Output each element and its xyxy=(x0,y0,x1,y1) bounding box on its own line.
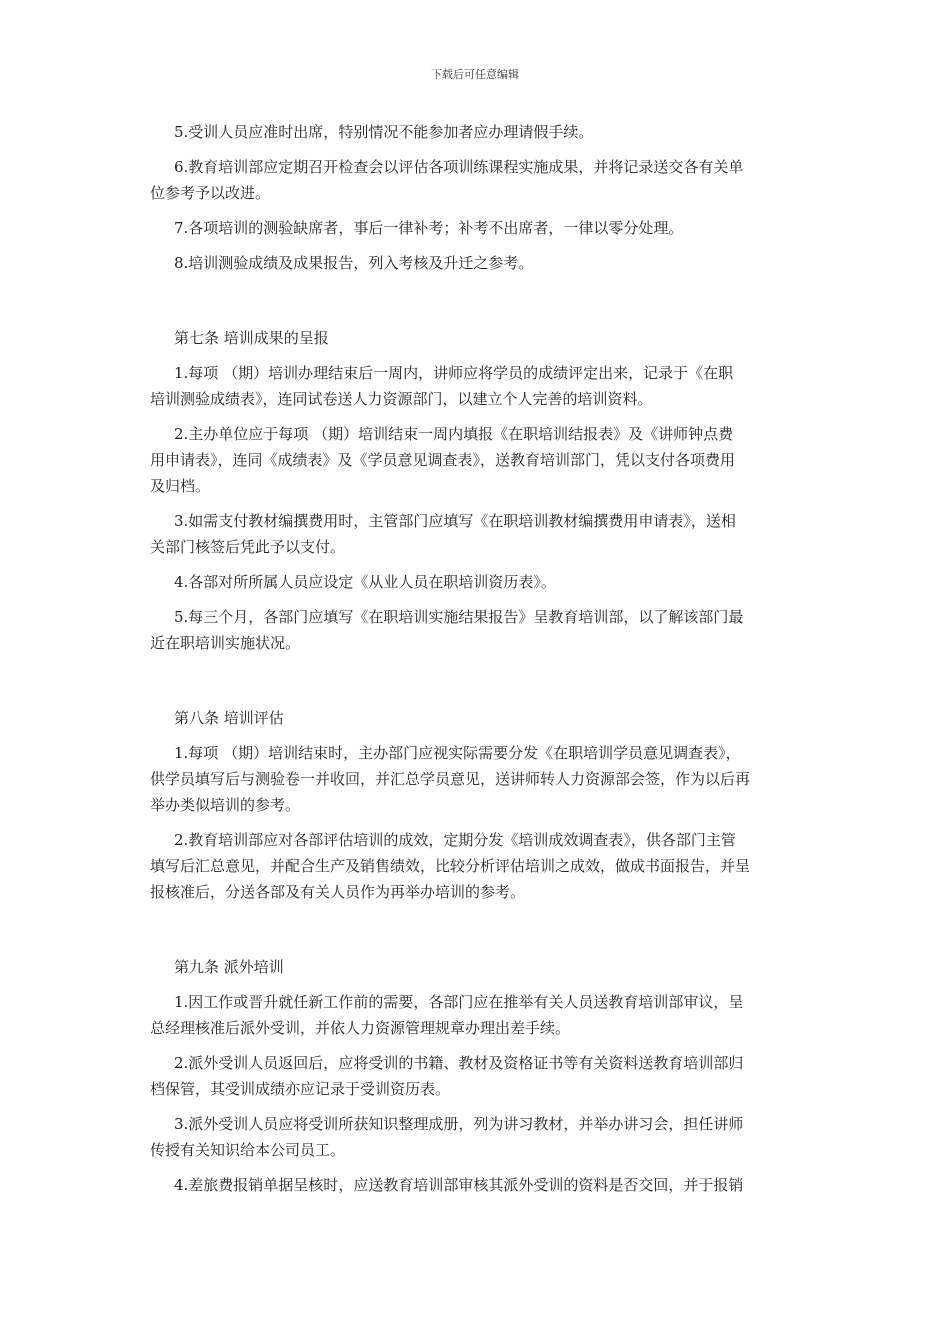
text-line: 6.教育培训部应定期召开检查会以评估各项训练课程实施成果，并将记录送交各有关单 xyxy=(174,158,744,176)
paragraph xyxy=(150,1050,814,1102)
text-line: 3.如需支付教材编撰费用时，主管部门应填写《在职培训教材编撰费用申请表》，送相 xyxy=(174,512,736,530)
text-line: 5.每三个月，各部门应填写《在职培训实施结果报告》呈教育培训部，以了解该部门最 xyxy=(174,608,744,626)
paragraph xyxy=(150,604,814,656)
text-line: 8.培训测验成绩及成果报告，列入考核及升迁之参考。 xyxy=(174,254,534,272)
paragraph xyxy=(174,119,814,145)
paragraph xyxy=(150,154,814,206)
section-heading xyxy=(174,954,814,980)
text-line: 3.派外受训人员应将受训所获知识整理成册，列为讲习教材，并举办讲习会，担任讲师 xyxy=(174,1115,744,1133)
section-heading xyxy=(174,325,814,351)
text-line: 用申请表》，连同《成绩表》及《学员意见调查表》，送教育培训部门，凭以支付各项费用 xyxy=(150,451,736,469)
text-line: 档保管，其受训成绩亦应记录于受训资历表。 xyxy=(150,1080,451,1098)
page-header: 下载后可任意编辑 xyxy=(431,68,519,81)
text-line: 4.差旅费报销单据呈核时，应送教育培训部审核其派外受训的资料是否交回，并于报销 xyxy=(174,1176,744,1194)
paragraph xyxy=(174,250,814,276)
text-line: 填写后汇总意见，并配合生产及销售绩效，比较分析评估培训之成效，做成书面报告，并呈 xyxy=(150,857,751,875)
text-line: 5.受训人员应准时出席，特别情况不能参加者应办理请假手续。 xyxy=(174,123,594,141)
text-line: 4.各部对所所属人员应设定《从业人员在职培训资历表》。 xyxy=(174,573,556,591)
document-body xyxy=(150,119,814,1198)
section-heading xyxy=(174,705,814,731)
text-line: 报核准后，分送各部及有关人员作为再举办培训的参考。 xyxy=(150,883,526,901)
text-line: 举办类似培训的参考。 xyxy=(150,796,301,814)
text-line: 2.主办单位应于每项 （期）培训结束一周内填报《在职培训结报表》及《讲师钟点费 xyxy=(174,425,734,443)
paragraph xyxy=(174,569,814,595)
text-line: 2.派外受训人员返回后，应将受训的书籍、教材及资格证书等有关资料送教育培训部归 xyxy=(174,1054,744,1072)
paragraph xyxy=(174,1172,814,1198)
text-line: 第八条 培训评估 xyxy=(174,709,284,727)
text-line: 2.教育培训部应对各部评估培训的成效，定期分发《培训成效调查表》，供各部门主管 xyxy=(174,831,736,849)
paragraph xyxy=(174,215,814,241)
text-line: 关部门核签后凭此予以支付。 xyxy=(150,538,346,556)
text-line: 7.各项培训的测验缺席者，事后一律补考；补考不出席者，一律以零分处理。 xyxy=(174,219,684,237)
paragraph xyxy=(150,740,814,818)
text-line: 供学员填写后与测验卷一并收回，并汇总学员意见，送讲师转人力资源部会签，作为以后再 xyxy=(150,770,751,788)
paragraph xyxy=(150,421,814,499)
text-line: 传授有关知识给本公司员工。 xyxy=(150,1141,346,1159)
text-line: 近在职培训实施状况。 xyxy=(150,634,301,652)
text-line: 培训测验成绩表》，连同试卷送人力资源部门，以建立个人完善的培训资料。 xyxy=(150,390,653,408)
paragraph xyxy=(150,508,814,560)
text-line: 1.每项 （期）培训结束时，主办部门应视实际需要分发《在职培训学员意见调查表》， xyxy=(174,744,741,762)
paragraph xyxy=(150,1111,814,1163)
paragraph xyxy=(150,827,814,905)
text-line: 位参考予以改进。 xyxy=(150,184,271,202)
text-line: 1.因工作或晋升就任新工作前的需要，各部门应在推举有关人员送教育培训部审议，呈 xyxy=(174,993,744,1011)
paragraph xyxy=(150,360,814,412)
text-line: 总经理核准后派外受训，并依人力资源管理规章办理出差手续。 xyxy=(150,1019,571,1037)
text-line: 及归档。 xyxy=(150,477,211,495)
text-line: 第九条 派外培训 xyxy=(174,958,284,976)
paragraph xyxy=(150,989,814,1041)
text-line: 1.每项 （期）培训办理结束后一周内，讲师应将学员的成绩评定出来，记录于《在职 xyxy=(174,364,734,382)
text-line: 第七条 培训成果的呈报 xyxy=(174,329,329,347)
